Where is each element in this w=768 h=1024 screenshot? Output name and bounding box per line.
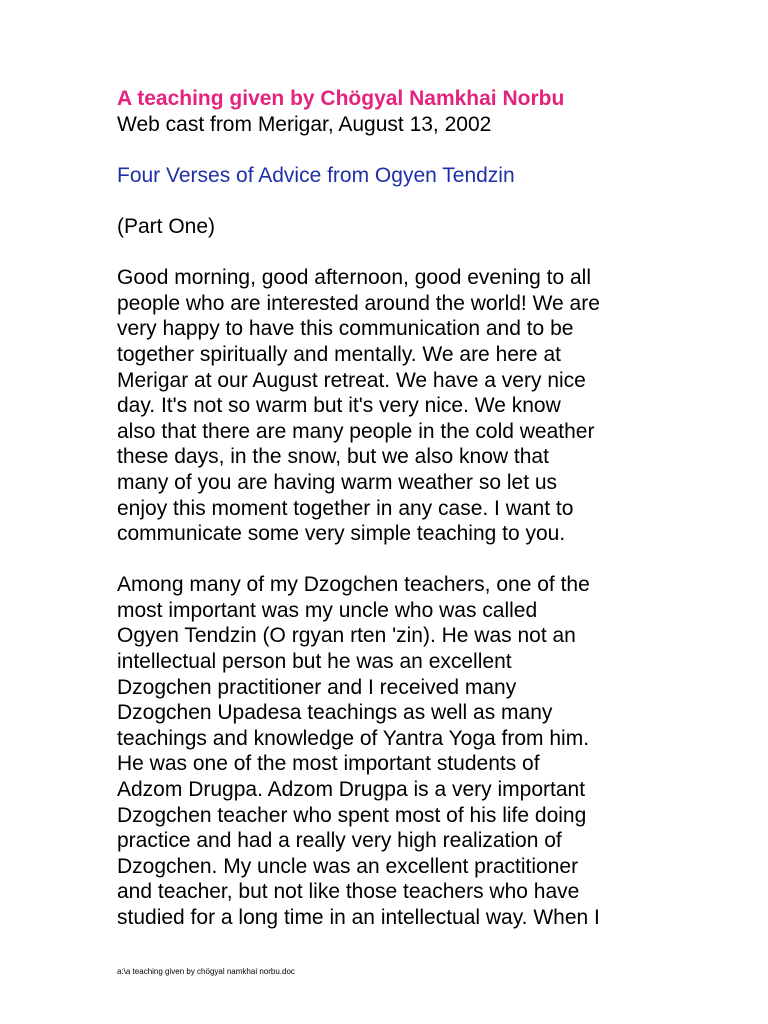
- text-line: Merigar at our August retreat. We have a very nice: [117, 368, 586, 392]
- text-line: also that there are many people in the cold weather: [117, 419, 595, 443]
- paragraph-2: [117, 572, 657, 930]
- text-line: Ogyen Tendzin (O rgyan rten 'zin). He was not an: [117, 624, 576, 648]
- section-title: Four Verses of Advice from Ogyen Tendzin: [117, 163, 515, 187]
- paragraph-1: [117, 265, 657, 547]
- text-line: teachings and knowledge of Yantra Yoga from him.: [117, 726, 590, 750]
- text-line: Dzogchen practitioner and I received many: [117, 675, 517, 699]
- text-line: day. It's not so warm but it's very nice. We know: [117, 394, 561, 418]
- text-line: Among many of my Dzogchen teachers, one of the: [117, 573, 590, 597]
- text-line: these days, in the snow, but we also know that: [117, 445, 549, 469]
- text-line: communicate some very simple teaching to you.: [117, 522, 566, 546]
- text-line: together spiritually and mentally. We are here at: [117, 342, 561, 366]
- document-title: A teaching given by Chögyal Namkhai Norbu: [117, 87, 565, 110]
- document-content: [117, 86, 657, 956]
- text-line: enjoy this moment together in any case. I want to: [117, 496, 574, 520]
- text-line: Dzogchen. My uncle was an excellent practitioner: [117, 854, 579, 878]
- text-line: Dzogchen Upadesa teachings as well as many: [117, 701, 553, 725]
- text-line: Good morning, good afternoon, good evening to all: [117, 266, 592, 290]
- text-line: Adzom Drugpa. Adzom Drugpa is a very important: [117, 778, 586, 802]
- text-line: He was one of the most important students of: [117, 752, 540, 776]
- document-subtitle: Web cast from Merigar, August 13, 2002: [117, 112, 492, 136]
- footer-file-path: a:\a teaching given by chögyal namkhai norbu.doc: [117, 967, 295, 976]
- text-line: most important was my uncle who was called: [117, 598, 538, 622]
- text-line: and teacher, but not like those teachers who have: [117, 880, 580, 904]
- text-line: many of you are having warm weather so let us: [117, 470, 558, 494]
- text-line: Dzogchen teacher who spent most of his life doing: [117, 803, 587, 827]
- part-label: (Part One): [117, 214, 216, 238]
- text-line: practice and had a really very high realization of: [117, 829, 562, 853]
- text-line: very happy to have this communication and to be: [117, 317, 574, 341]
- text-line: people who are interested around the world! We are: [117, 291, 600, 315]
- text-line: studied for a long time in an intellectual way. When I: [117, 906, 600, 929]
- text-line: intellectual person but he was an excellent: [117, 650, 512, 674]
